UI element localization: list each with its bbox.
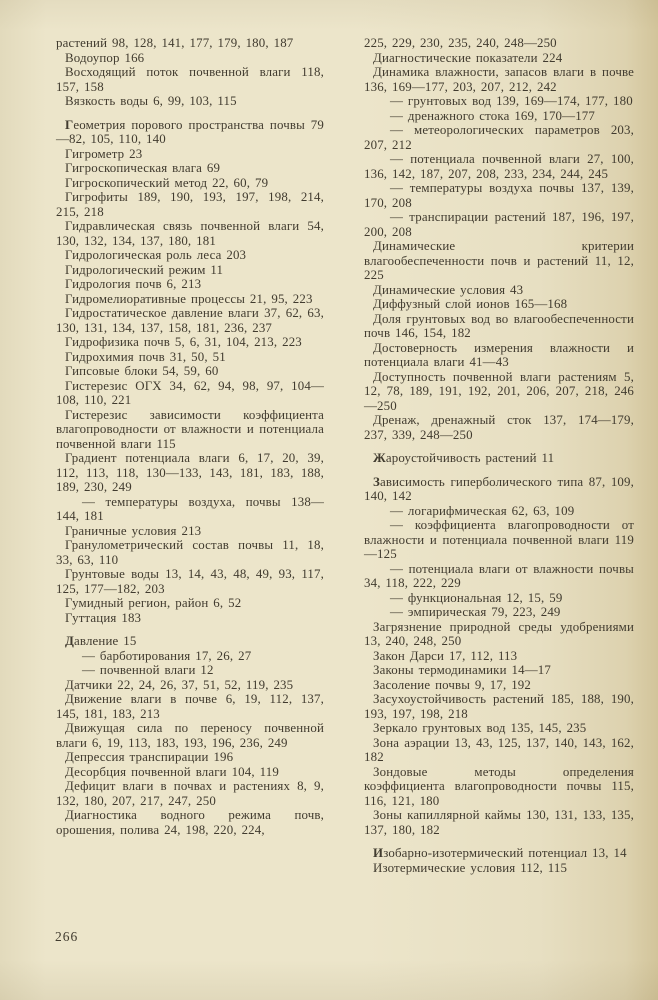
page-number: 266 xyxy=(55,929,79,944)
index-entry: Диагностические показатели 224 xyxy=(373,50,563,65)
index-entry: Загрязнение природной среды удобрениями 13, 240, 248, 250 xyxy=(364,619,634,648)
letter-group-initial: И xyxy=(373,846,384,860)
index-entry: Гистерезис зависимости коэффициента влагопроводности от влажности и потенциала почвенной влаги 115 xyxy=(56,407,324,451)
index-entry: Геометрия порового пространства почвы 79—82, 105, 110, 140 xyxy=(56,117,324,146)
index-entry: Дефицит влаги в почвах и растениях 8, 9, 132, 180, 207, 217, 247, 250 xyxy=(56,779,324,808)
index-entry: Зондовые методы определения коэффициента влагопроводности почвы 115, 116, 121, 180 xyxy=(364,764,634,808)
index-entry: Гидравлическая связь почвенной влаги 54, 130, 132, 134, 137, 180, 181 xyxy=(56,219,324,248)
index-letter-group xyxy=(364,475,634,838)
index-letter-group xyxy=(364,846,634,875)
index-entry: Изотермические условия 112, 115 xyxy=(373,860,568,875)
index-subentry: — потенциала влаги от влажности почвы 34, 118, 222, 229 xyxy=(364,561,634,590)
index-entry: Граничные условия 213 xyxy=(65,523,202,538)
index-entry: Доля грунтовых вод во влагообеспеченности почв 146, 154, 182 xyxy=(364,311,634,340)
index-entry: Гистерезис ОГХ 34, 62, 94, 98, 97, 104—108, 110, 221 xyxy=(56,378,324,407)
index-entry: Гидростатическое давление влаги 37, 62, 63, 130, 131, 134, 137, 158, 181, 236, 237 xyxy=(56,306,324,335)
index-entry: Гигрометр 23 xyxy=(65,146,143,161)
index-subentry: — грунтовых вод 139, 169—174, 177, 180 xyxy=(390,94,633,108)
letter-group-initial: Г xyxy=(65,117,74,132)
index-subentry: — барботирования 17, 26, 27 xyxy=(82,648,252,663)
index-letter-group xyxy=(56,118,324,626)
index-entry: Зеркало грунтовых вод 135, 145, 235 xyxy=(373,721,587,735)
index-entry: Движущая сила по переносу почвенной влаги 6, 19, 113, 183, 193, 196, 236, 249 xyxy=(56,721,324,750)
index-entry: 225, 229, 230, 235, 240, 248—250 xyxy=(364,36,557,50)
index-entry: Динамика влажности, запасов влаги в почве 136, 169—177, 203, 207, 212, 242 xyxy=(364,65,634,94)
index-entry: Восходящий поток почвенной влаги 118, 157, 158 xyxy=(56,65,324,94)
index-subentry: — эмпирическая 79, 223, 249 xyxy=(390,605,561,619)
index-entry: Зона аэрации 13, 43, 125, 137, 140, 143, 162, 182 xyxy=(364,735,634,764)
index-entry: растений 98, 128, 141, 177, 179, 180, 187 xyxy=(56,36,294,50)
index-entry: Гигроскопическая влага 69 xyxy=(65,161,221,175)
index-entry: Жароустойчивость растений 11 xyxy=(373,451,555,465)
index-entry: Гидрофизика почв 5, 6, 31, 104, 213, 223 xyxy=(65,335,302,349)
letter-group-initial: Д xyxy=(65,634,75,648)
index-subentry: — температуры воздуха почвы 137, 139, 170, 208 xyxy=(364,181,634,210)
index-column-right xyxy=(364,36,634,875)
index-entry: Вязкость воды 6, 99, 103, 115 xyxy=(65,94,237,108)
index-entry: Движение влаги в почве 6, 19, 112, 137, 145, 181, 183, 213 xyxy=(56,692,324,721)
index-entry: Закон Дарси 17, 112, 113 xyxy=(373,648,518,663)
index-entry: Десорбция почвенной влаги 104, 119 xyxy=(65,764,279,779)
index-subentry: — почвенной влаги 12 xyxy=(82,663,214,677)
index-subentry: — транспирации растений 187, 196, 197, 200, 208 xyxy=(364,210,634,239)
letter-group-initial: Ж xyxy=(373,451,386,465)
index-entry: Гигрофиты 189, 190, 193, 197, 198, 214, 215, 218 xyxy=(56,190,324,219)
index-letter-group xyxy=(364,451,634,466)
index-entry: Засоление почвы 9, 17, 192 xyxy=(373,677,531,692)
index-entry: Водоупор 166 xyxy=(65,50,145,65)
index-entry: Гидрологический режим 11 xyxy=(65,262,224,277)
index-entry: Зоны капиллярной каймы 130, 131, 133, 135, 137, 180, 182 xyxy=(364,808,634,837)
index-entry: Градиент потенциала влаги 6, 17, 20, 39, 112, 113, 118, 130—133, 143, 181, 183, 188, 189, 230, 249 xyxy=(56,451,324,494)
index-entry: Изобарно-изотермический потенциал 13, 14 xyxy=(373,846,627,860)
index-letter-group xyxy=(56,634,324,837)
index-entry: Динамические условия 43 xyxy=(373,282,524,297)
index-subentry: — метеорологических параметров 203, 207, 212 xyxy=(364,123,634,152)
index-entry: Депрессия транспирации 196 xyxy=(65,750,234,764)
index-column-left xyxy=(56,36,324,837)
index-entry: Гидромелиоративные процессы 21, 95, 223 xyxy=(65,291,313,306)
index-entry: Диффузный слой ионов 165—168 xyxy=(373,297,568,311)
index-entry: Гуттация 183 xyxy=(65,610,142,625)
index-entry: Законы термодинамики 14—17 xyxy=(373,663,551,677)
index-entry: Гидрологическая роль леса 203 xyxy=(65,248,247,262)
index-entry: Датчики 22, 24, 26, 37, 51, 52, 119, 235 xyxy=(65,677,294,692)
index-entry: Достоверность измерения влажности и потенциала влаги 41—43 xyxy=(364,340,634,369)
index-entry: Гумидный регион, район 6, 52 xyxy=(65,596,242,610)
index-subentry: — температуры воздуха, почвы 138—144, 181 xyxy=(56,494,324,523)
index-entry: Динамические критерии влагообеспеченности почв и растений 11, 12, 225 xyxy=(364,239,634,282)
index-subentry: — функциональная 12, 15, 59 xyxy=(390,590,563,605)
index-entry: Давление 15 xyxy=(65,634,137,648)
index-subentry: — логарифмическая 62, 63, 109 xyxy=(390,503,575,518)
index-entry: Засухоустойчивость растений 185, 188, 190, 193, 197, 198, 218 xyxy=(364,692,634,721)
index-entry: Гидрохимия почв 31, 50, 51 xyxy=(65,349,226,364)
index-entry: Грунтовые воды 13, 14, 43, 48, 49, 93, 117, 125, 177—182, 203 xyxy=(56,567,324,596)
index-subentry: — потенциала почвенной влаги 27, 100, 136, 142, 187, 207, 208, 233, 234, 244, 245 xyxy=(364,152,634,181)
index-subentry: — коэффициента влагопроводности от влажности и потенциала почвенной влаги 119—125 xyxy=(364,518,634,561)
index-entry: Доступность почвенной влаги растениям 5, 12, 78, 189, 191, 192, 201, 206, 207, 218, 246—250 xyxy=(364,369,634,413)
index-entry: Диагностика водного режима почв, орошения, полива 24, 198, 220, 224, xyxy=(56,808,324,837)
index-letter-group xyxy=(364,36,634,442)
index-entry: Гидрология почв 6, 213 xyxy=(65,277,202,291)
index-entry: Дренаж, дренажный сток 137, 174—179, 237, 339, 248—250 xyxy=(364,413,634,442)
index-letter-group xyxy=(56,36,324,109)
index-entry: Гигроскопический метод 22, 60, 79 xyxy=(65,175,269,190)
index-subentry: — дренажного стока 169, 170—177 xyxy=(390,108,595,123)
index-entry: Зависимость гиперболического типа 87, 109, 140, 142 xyxy=(364,474,634,503)
index-entry: Гранулометрический состав почвы 11, 18, 33, 63, 110 xyxy=(56,538,324,567)
index-entry: Гипсовые блоки 54, 59, 60 xyxy=(65,364,219,378)
letter-group-initial: З xyxy=(373,474,380,489)
